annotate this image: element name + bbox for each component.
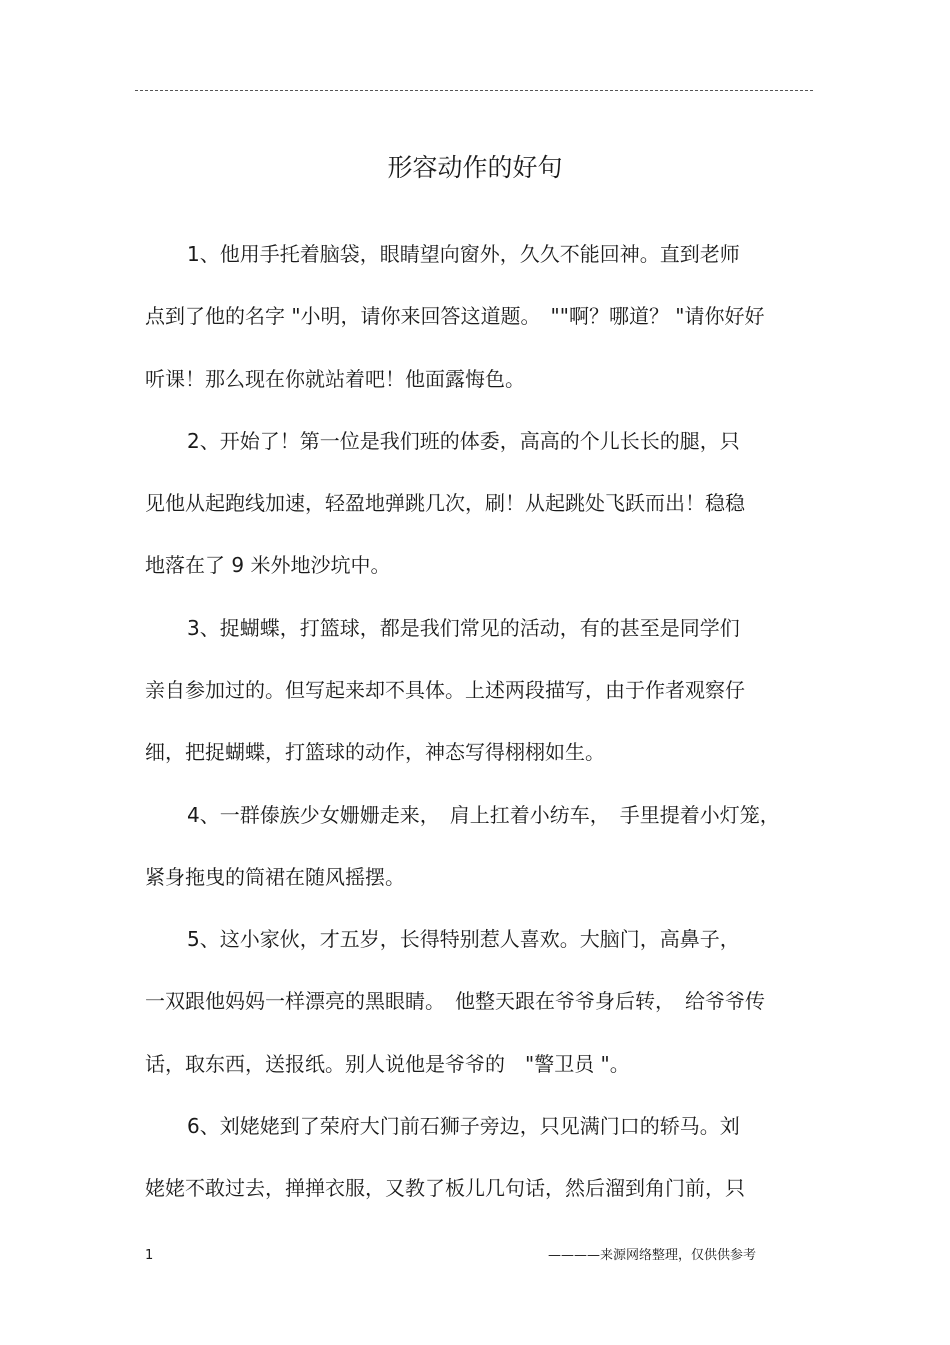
text-line: 话，取东西，送报纸。别人说他是爷爷的 "警卫员 "。 (145, 1052, 630, 1076)
text-line: 紧身拖曳的筒裙在随风摇摆。 (145, 865, 405, 889)
text-line: 1、他用手托着脑袋，眼睛望向窗外，久久不能回神。直到老师 (187, 242, 740, 266)
text-line: 2、开始了！第一位是我们班的体委，高高的个儿长长的腿，只 (187, 429, 740, 453)
text-line: 5、这小家伙，才五岁，长得特别惹人喜欢。大脑门，高鼻子， (187, 927, 740, 951)
footer-note: ————来源网络整理，仅供供参考 (548, 1248, 757, 1263)
page-title: 形容动作的好句 (387, 153, 563, 182)
text-line: 3、捉蝴蝶，打篮球，都是我们常见的活动，有的甚至是同学们 (187, 616, 740, 640)
text-line: 一双跟他妈妈一样漂亮的黑眼睛。 他整天跟在爷爷身后转， 给爷爷传 (145, 989, 765, 1013)
page-number: 1 (145, 1248, 154, 1263)
text-line: 6、刘姥姥到了荣府大门前石狮子旁边，只见满门口的轿马。刘 (187, 1114, 740, 1138)
text-line: 细，把捉蝴蝶，打篮球的动作，神态写得栩栩如生。 (145, 740, 605, 764)
text-line: 听课！那么现在你就站着吧！他面露悔色。 (145, 367, 525, 391)
text-line: 见他从起跑线加速，轻盈地弹跳几次，刷！从起跳处飞跃而出！稳稳 (145, 491, 745, 515)
text-line: 地落在了 9 米外地沙坑中。 (145, 553, 391, 577)
header-rule (135, 90, 813, 91)
text-line: 姥姥不敢过去，掸掸衣服，又教了板儿几句话，然后溜到角门前，只 (145, 1176, 745, 1200)
text-line: 亲自参加过的。但写起来却不具体。上述两段描写，由于作者观察仔 (145, 678, 745, 702)
text-line: 点到了他的名字 "小明，请你来回答这道题。 ""啊？哪道？ "请你好好 (145, 304, 765, 328)
text-line: 4、一群傣族少女姗姗走来， 肩上扛着小纺车， 手里提着小灯笼， (187, 803, 780, 827)
